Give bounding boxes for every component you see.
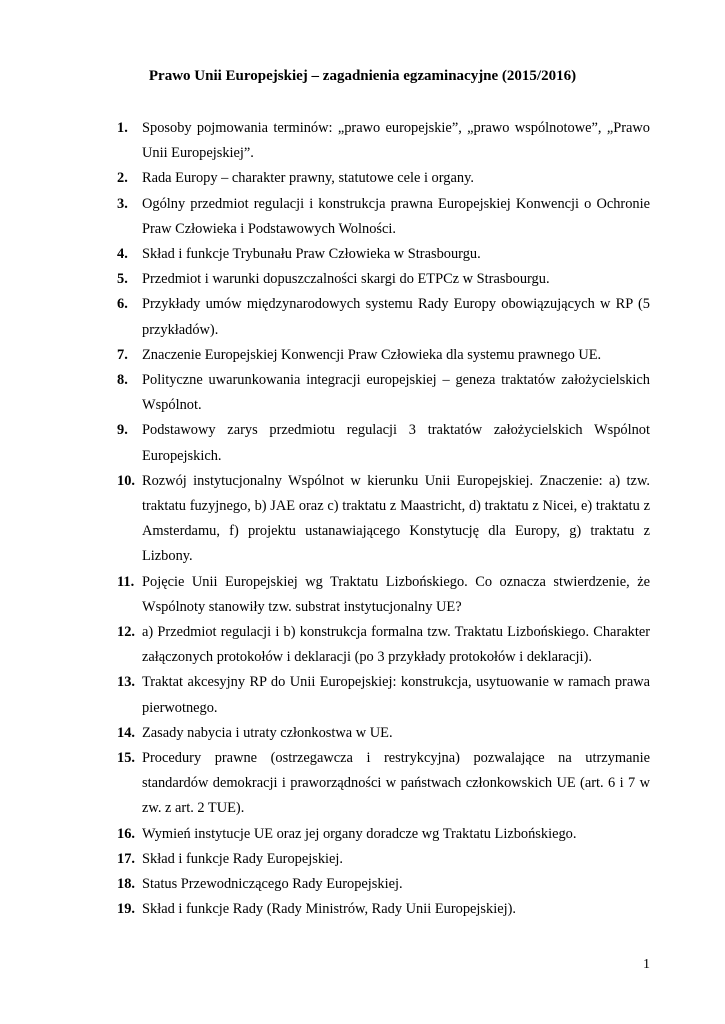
list-item: [117, 897, 650, 922]
item-number: 1.: [117, 120, 128, 136]
item-text: Zasady nabycia i utraty członkostwa w UE.: [142, 724, 393, 741]
document-title: Prawo Unii Europejskiej – zagadnienia egzaminacyjne (2015/2016): [148, 68, 577, 84]
item-number: 7.: [117, 346, 128, 363]
item-text: Polityczne uwarunkowania integracji europejskiej – geneza traktatów założycielskich Wspólnot.: [142, 372, 650, 414]
list-item: [117, 822, 650, 847]
item-number: 17.: [117, 850, 135, 867]
item-text: Podstawowy zarys przedmiotu regulacji 3 traktatów założycielskich Wspólnot Europejskich.: [142, 422, 650, 464]
item-text: Rozwój instytucjonalny Wspólnot w kierunku Unii Europejskiej. Znaczenie: a) tzw. traktatu fuzyjnego, b) JAE oraz c) traktatu z Maastricht, d) traktatu z Nicei, e) traktatu z Amsterdamu, f) projektu ustanawiającego Konstytucję dla Europy, g) traktatu z Lizbony.: [142, 472, 650, 565]
list-item: [117, 721, 650, 746]
list-item: [117, 570, 650, 620]
item-number: 14.: [117, 724, 135, 741]
item-text: Status Przewodniczącego Rady Europejskiej.: [142, 876, 403, 893]
item-text: Traktat akcesyjny RP do Unii Europejskiej: konstrukcja, usytuowanie w ramach prawa pierwotnego.: [142, 674, 650, 716]
item-text: Rada Europy – charakter prawny, statutowe cele i organy.: [142, 170, 474, 187]
item-number: 9.: [117, 422, 128, 439]
list-item: [117, 368, 650, 418]
item-number: 3.: [117, 195, 128, 212]
list-item: [117, 343, 650, 368]
item-text: a) Przedmiot regulacji i b) konstrukcja formalna tzw. Traktatu Lizbońskiego. Charakter załączonych protokołów i deklaracji (po 3 przykłady protokołów i deklaracji).: [142, 624, 650, 666]
list-item: [117, 292, 650, 342]
list-item: [117, 166, 650, 191]
item-number: 2.: [117, 170, 128, 187]
question-list: [117, 116, 650, 923]
list-item: [117, 872, 650, 897]
list-item: [117, 116, 650, 166]
item-number: 8.: [117, 372, 128, 389]
item-number: 6.: [117, 296, 128, 313]
list-item: [117, 746, 650, 822]
item-text: Znaczenie Europejskiej Konwencji Praw Człowieka dla systemu prawnego UE.: [142, 346, 602, 363]
item-text: Skład i funkcje Rady Europejskiej.: [142, 850, 344, 867]
item-text: Sposoby pojmowania terminów: „prawo europejskie”, „prawo wspólnotowe”, „Prawo Unii Europejskiej”.: [142, 120, 650, 162]
item-text: Ogólny przedmiot regulacji i konstrukcja prawna Europejskiej Konwencji o Ochronie Praw Człowieka i Podstawowych Wolności.: [142, 195, 650, 237]
page-number: 1: [643, 957, 650, 972]
item-number: 13.: [117, 674, 135, 691]
item-number: 10.: [117, 472, 135, 489]
item-text: Skład i funkcje Rady (Rady Ministrów, Rady Unii Europejskiej).: [142, 901, 516, 918]
list-item: [117, 620, 650, 670]
item-number: 12.: [117, 624, 135, 641]
item-text: Procedury prawne (ostrzegawcza i restrykcyjna) pozwalające na utrzymanie standardów demokracji i praworządności w państwach członkowskich UE (art. 6 i 7 w zw. z art. 2 TUE).: [142, 750, 650, 817]
list-item: [117, 242, 650, 267]
list-item: [117, 469, 650, 570]
item-number: 15.: [117, 750, 135, 767]
item-number: 4.: [117, 246, 128, 263]
item-text: Skład i funkcje Trybunału Praw Człowieka w Strasbourgu.: [142, 246, 481, 263]
item-number: 5.: [117, 271, 128, 288]
item-text: Pojęcie Unii Europejskiej wg Traktatu Lizbońskiego. Co oznacza stwierdzenie, że Wspólnoty stanowiły tzw. substrat instytucjonalny UE?: [142, 573, 650, 615]
item-number: 18.: [117, 876, 135, 893]
item-text: Wymień instytucje UE oraz jej organy doradcze wg Traktatu Lizbońskiego.: [142, 825, 577, 842]
item-text: Przedmiot i warunki dopuszczalności skargi do ETPCz w Strasbourgu.: [142, 271, 550, 288]
item-number: 19.: [117, 901, 135, 918]
list-item: [117, 670, 650, 720]
item-number: 16.: [117, 825, 135, 842]
list-item: [117, 418, 650, 468]
item-text: Przykłady umów międzynarodowych systemu Rady Europy obowiązujących w RP (5 przykładów).: [142, 296, 650, 338]
list-item: [117, 267, 650, 292]
item-number: 11.: [117, 573, 135, 590]
list-item: [117, 192, 650, 242]
list-item: [117, 847, 650, 872]
